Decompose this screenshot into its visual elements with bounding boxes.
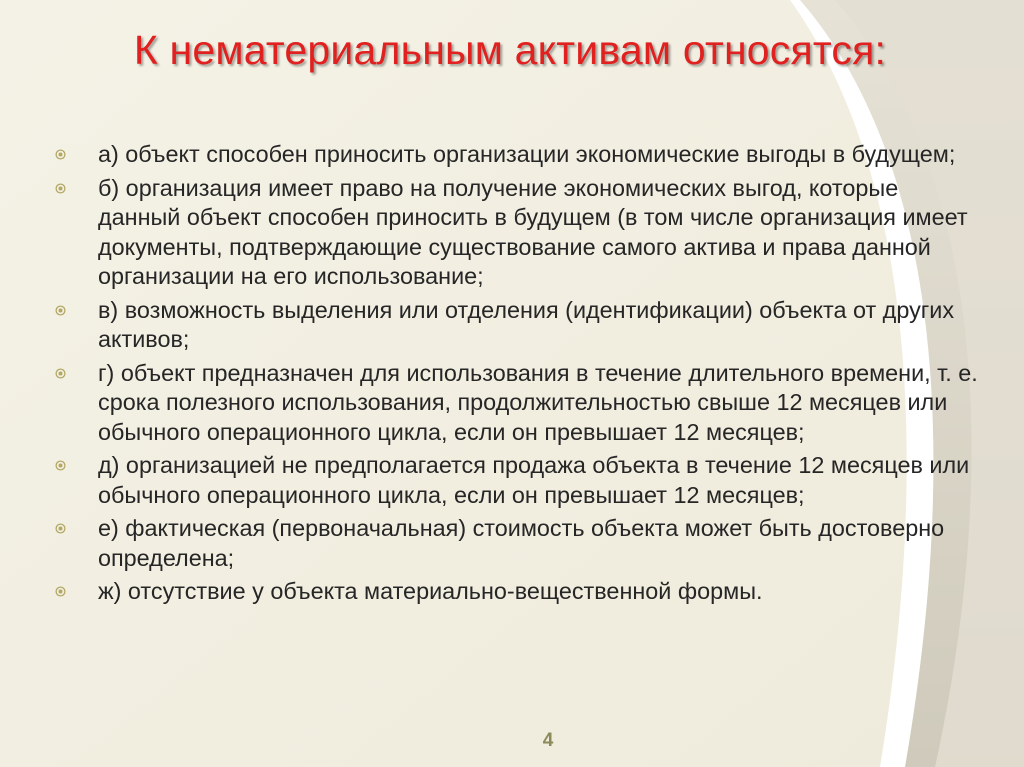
list-item-text: е) фактическая (первоначальная) стоимость объекта может быть достоверно определена; [98, 515, 945, 571]
list-item-text: в) возможность выделения или отделения (идентификации) объекта от других активов; [98, 296, 955, 352]
circled-dot-icon [55, 460, 66, 471]
list-item [52, 451, 982, 510]
list-item-text: ж) отсутствие у объекта материально-вещественной формы. [98, 578, 763, 604]
list-item [52, 577, 982, 607]
list-item [52, 359, 982, 448]
list-item [52, 514, 982, 573]
page-number: 4 [542, 730, 554, 751]
list-item-text: г) объект предназначен для использования в течение длительного времени, т. е. срока полезного использования, продолжительностью свыше 12 месяцев или обычного операционного цикла, если он превышает 12 месяцев; [98, 359, 978, 445]
circled-dot-icon [55, 183, 66, 194]
list-item [52, 296, 982, 355]
circled-dot-icon [55, 523, 66, 534]
list-item-text: д) организацией не предполагается продажа объекта в течение 12 месяцев или обычного операционного цикла, если он превышает 12 месяцев; [98, 452, 970, 508]
list-item-text: а) объект способен приносить организации экономические выгоды в будущем; [98, 141, 956, 167]
slide-title: К нематериальным активам относятся: [133, 27, 887, 73]
circled-dot-icon [55, 586, 66, 597]
circled-dot-icon [55, 305, 66, 316]
circled-dot-icon [55, 368, 66, 379]
bullet-list [52, 140, 982, 611]
circled-dot-icon [55, 149, 66, 160]
list-item [52, 140, 982, 170]
list-item [52, 174, 982, 292]
list-item-text: б) организация имеет право на получение экономических выгод, которые данный объект способен приносить в будущем (в том числе организация имеет документы, подтверждающие существование самого актива и права данной организации на его использование; [98, 174, 968, 289]
